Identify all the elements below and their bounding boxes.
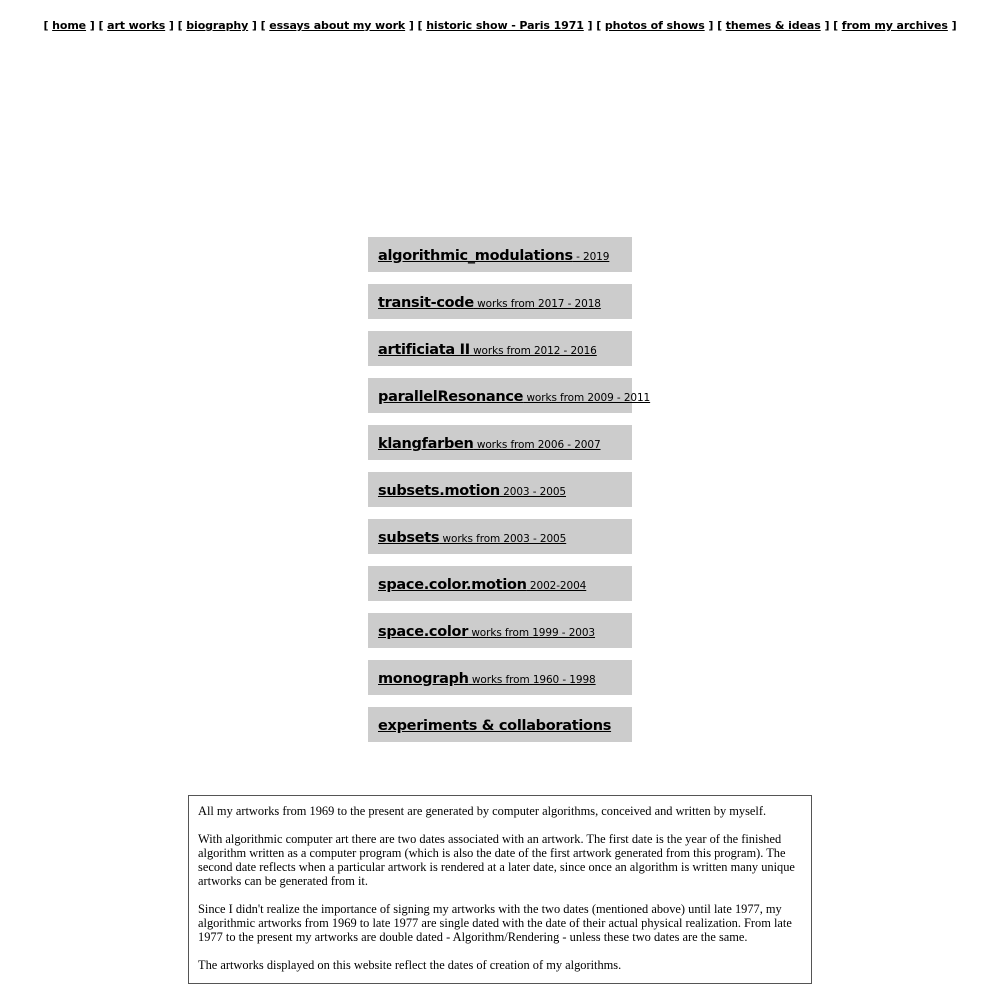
series-link-algorithmic-modulations[interactable]	[368, 237, 632, 272]
series-link-subsets-motion[interactable]	[368, 472, 632, 507]
series-link-parallel-resonance[interactable]	[368, 378, 651, 413]
nav-bracket-close: ]	[824, 19, 830, 32]
series-link-klangfarben[interactable]	[368, 425, 632, 460]
series-years: works from 2017 - 2018	[473, 298, 601, 310]
series-years: - 2019	[572, 251, 610, 263]
series-name: artificiata II	[378, 342, 470, 358]
top-navigation	[0, 19, 1000, 32]
nav-bracket-close: ]	[168, 19, 174, 32]
series-link-experiments-collaborations[interactable]	[368, 707, 632, 742]
series-years: works from 2003 - 2005	[439, 533, 567, 545]
nav-link-essays[interactable]: essays about my work	[269, 19, 406, 32]
nav-bracket-open: [	[260, 19, 266, 32]
series-name: subsets	[378, 530, 440, 546]
series-link-space-color-motion[interactable]	[368, 566, 632, 601]
nav-bracket-close: ]	[408, 19, 414, 32]
series-name: experiments & collaborations	[378, 718, 612, 734]
series-link-artificiata-ii[interactable]	[368, 331, 632, 366]
series-link-transit-code[interactable]	[368, 284, 632, 319]
series-years: works from 2009 - 2011	[523, 392, 651, 404]
nav-bracket-open: [	[177, 19, 183, 32]
nav-bracket-open: [	[43, 19, 49, 32]
series-name: space.color.motion	[378, 577, 527, 593]
series-name: parallelResonance	[378, 389, 524, 405]
series-link-monograph[interactable]	[368, 660, 632, 695]
series-link-subsets[interactable]	[368, 519, 632, 554]
series-name: space.color	[378, 624, 469, 640]
nav-bracket-open: [	[596, 19, 602, 32]
series-name: klangfarben	[378, 436, 474, 452]
statement-paragraph: The artworks displayed on this website reflect the dates of creation of my algorithms.	[198, 958, 622, 972]
series-list	[368, 237, 651, 754]
dating-statement-box	[188, 795, 812, 984]
statement-paragraph: Since I didn't realize the importance of signing my artworks with the two dates (mentioned above) until late 1977, my algorithmic artworks from 1969 to late 1977 are single dated with the date of their actual physical realization. From late 1977 to the present my artworks are double dated - Algorithm/Rendering - unless these two dates are the same.	[198, 902, 792, 944]
series-years: works from 2012 - 2016	[469, 345, 597, 357]
series-name: monograph	[378, 671, 469, 687]
nav-link-historic-show[interactable]: historic show - Paris 1971	[426, 19, 584, 32]
nav-bracket-open: [	[417, 19, 423, 32]
nav-bracket-close: ]	[951, 19, 957, 32]
nav-link-art-works[interactable]: art works	[107, 19, 166, 32]
nav-link-home[interactable]: home	[52, 19, 87, 32]
statement-paragraph: With algorithmic computer art there are two dates associated with an artwork. The first date is the year of the finished algorithm written as a computer program (which is also the date of the first artwork generated from this program). The second date reflects when a particular artwork is rendered at a later date, since once an algorithm is written many unique artworks can be generated from it.	[198, 832, 795, 888]
nav-bracket-close: ]	[251, 19, 257, 32]
series-years: works from 1960 - 1998	[468, 674, 596, 686]
nav-link-themes-ideas[interactable]: themes & ideas	[725, 19, 821, 32]
nav-bracket-open: [	[833, 19, 839, 32]
series-years: 2002-2004	[526, 580, 587, 592]
nav-bracket-close: ]	[708, 19, 714, 32]
series-name: subsets.motion	[378, 483, 500, 499]
nav-bracket-close: ]	[587, 19, 593, 32]
series-name: algorithmic_modulations	[378, 248, 573, 264]
nav-bracket-open: [	[98, 19, 104, 32]
series-name: transit-code	[378, 295, 474, 311]
nav-bracket-open: [	[717, 19, 723, 32]
nav-link-biography[interactable]: biography	[186, 19, 249, 32]
nav-bracket-close: ]	[89, 19, 95, 32]
series-link-space-color[interactable]	[368, 613, 632, 648]
series-years: works from 2006 - 2007	[473, 439, 601, 451]
nav-link-photos-of-shows[interactable]: photos of shows	[604, 19, 705, 32]
nav-link-archives[interactable]: from my archives	[841, 19, 948, 32]
series-years: 2003 - 2005	[499, 486, 566, 498]
series-years: works from 1999 - 2003	[468, 627, 596, 639]
statement-paragraph: All my artworks from 1969 to the present are generated by computer algorithms, conceived and written by myself.	[198, 804, 767, 818]
